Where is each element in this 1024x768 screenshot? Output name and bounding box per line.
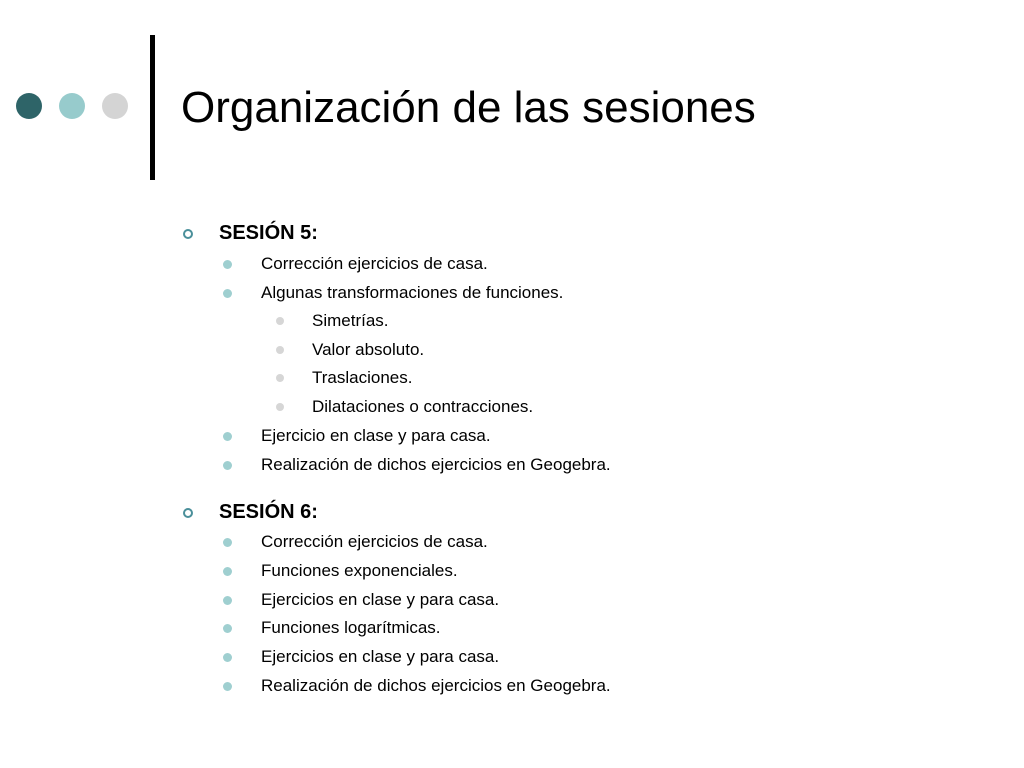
sub-bullet-icon [276,317,284,325]
list-item: Realización de dichos ejercicios en Geogebra. [261,455,611,474]
bullet-icon [223,653,232,662]
sub-list-item: Simetrías. [312,311,389,330]
ring-bullet-icon [183,229,193,239]
grey-dot [102,93,128,119]
ring-bullet-icon [183,508,193,518]
sub-list-item: Traslaciones. [312,368,413,387]
title-divider-line [150,35,155,180]
sub-bullet-icon [276,374,284,382]
dark-teal-dot [16,93,42,119]
list-item: Algunas transformaciones de funciones. [261,283,564,302]
bullet-icon [223,538,232,547]
bullet-icon [223,260,232,269]
sub-bullet-icon [276,403,284,411]
list-item: Ejercicio en clase y para casa. [261,426,491,445]
list-item: Ejercicios en clase y para casa. [261,590,500,609]
list-item: Corrección ejercicios de casa. [261,532,488,551]
decorative-dots [16,93,128,119]
sub-list-item: Dilataciones o contracciones. [312,397,534,416]
slide-title: Organización de las sesiones [181,83,756,132]
list-item: Corrección ejercicios de casa. [261,254,488,273]
list-item: Funciones exponenciales. [261,561,458,580]
bullet-icon [223,461,232,470]
section-heading-sesion-6: SESIÓN 6: [219,501,318,523]
bullet-icon [223,682,232,691]
bullet-icon [223,432,232,441]
list-item: Ejercicios en clase y para casa. [261,647,500,666]
list-item: Realización de dichos ejercicios en Geogebra. [261,676,611,695]
bullet-icon [223,289,232,298]
light-teal-dot [59,93,85,119]
section-heading-sesion-5: SESIÓN 5: [219,222,318,244]
bullet-icon [223,624,232,633]
bullet-icon [223,596,232,605]
sub-list-item: Valor absoluto. [312,340,425,359]
bullet-icon [223,567,232,576]
sub-bullet-icon [276,346,284,354]
list-item: Funciones logarítmicas. [261,618,441,637]
